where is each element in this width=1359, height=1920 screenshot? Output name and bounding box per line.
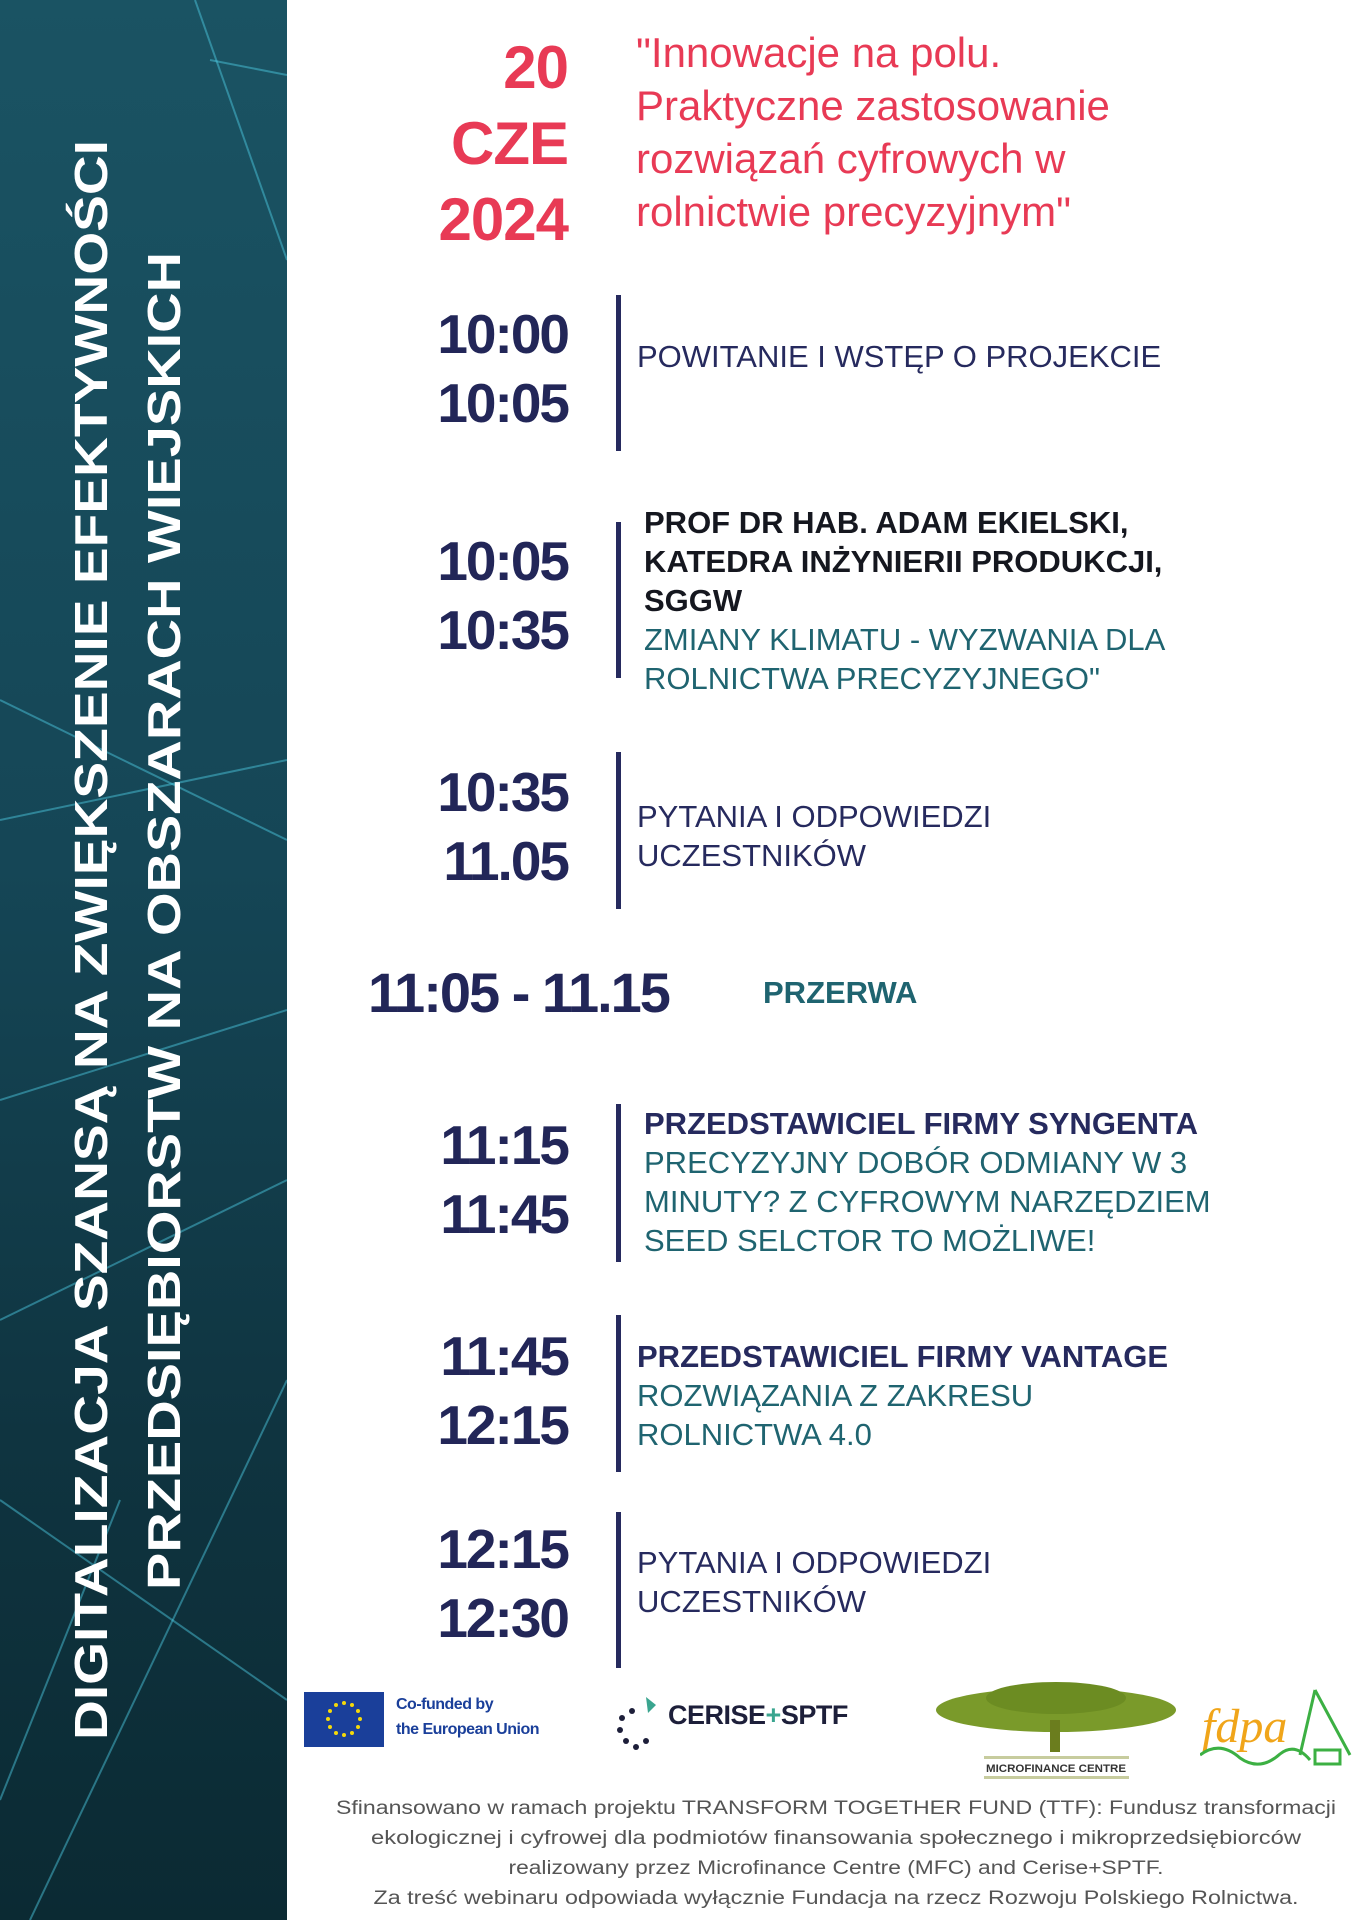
eu-text-line: the European Union [396,1721,539,1738]
cerise-text: CERISE [668,1700,766,1730]
eu-text-line: Co-funded by [396,1696,494,1713]
agenda-topic [637,1337,1337,1454]
date-year: 2024 [438,186,568,253]
time-range [437,758,568,896]
topic-line: POWITANIE I WSTĘP O PROJEKCIE [637,339,1162,374]
speaker-line: PROF DR HAB. ADAM EKIELSKI, [644,505,1129,540]
time-range [440,1111,568,1249]
mfc-text: MICROFINANCE CENTRE [986,1763,1126,1775]
sptf-text: SPTF [780,1700,848,1730]
plus-sign: + [765,1700,781,1730]
footer-line: realizowany przez Microfinance Centre (MFC) and Cerise+SPTF. [508,1858,1164,1879]
start-time: 11:15 [440,1114,568,1176]
speaker-line: PRZEDSTAWICIEL FIRMY VANTAGE [637,1339,1169,1374]
date-day: 20 [503,34,568,101]
cerise-sptf-wordmark [668,1700,848,1731]
start-time: 10:35 [437,761,568,823]
break-time: 11:05 - 11.15 [368,961,669,1024]
title-line: rolnictwie precyzyjnym" [636,188,1072,235]
agenda-topic [637,1543,1337,1621]
footer-line: Za treść webinaru odpowiada wyłącznie Fundacja na rzecz Rozwoju Polskiego Rolnictwa. [373,1888,1299,1909]
topic-line: ROLNICTWA 4.0 [637,1417,872,1452]
fdpa-logo-icon [1200,1680,1355,1775]
network-lines-decoration [0,0,287,1920]
time-range [437,1322,568,1460]
divider-bar [616,522,621,678]
end-time: 12:15 [437,1394,568,1456]
divider-bar [616,752,621,909]
topic-line: PYTANIA I ODPOWIEDZI [637,1545,992,1580]
start-time: 10:05 [437,530,568,592]
fdpa-text: fdpa [1202,1700,1288,1753]
event-date [439,30,568,258]
start-time: 11:45 [440,1325,568,1387]
footer-line: ekologicznej i cyfrowej dla podmiotów finansowania społecznego i mikroprzedsiębiorców [371,1828,1302,1849]
topic-line: UCZESTNIKÓW [637,838,867,873]
speaker-line: PRZEDSTAWICIEL FIRMY SYNGENTA [644,1106,1199,1141]
topic-line: ROLNICTWA PRECYZYJNEGO" [644,661,1100,696]
topic-line: ROZWIĄZANIA Z ZAKRESU [637,1378,1034,1413]
divider-bar [616,1512,621,1668]
title-line: Praktyczne zastosowanie [636,82,1110,129]
agenda-topic [637,337,1337,376]
topic-line: UCZESTNIKÓW [637,1584,867,1619]
divider-bar [616,1315,621,1472]
tree-icon [934,1680,1179,1780]
start-time: 12:15 [437,1518,568,1580]
end-time: 11.05 [443,830,568,892]
speaker-line: KATEDRA INŻYNIERII PRODUKCJI, [644,544,1163,579]
end-time: 11:45 [440,1183,568,1245]
time-range [437,527,568,665]
topic-line: PYTANIA I ODPOWIEDZI [637,799,992,834]
title-line: "Innowacje na polu. [636,29,1002,76]
time-range [437,1515,568,1653]
agenda-topic [644,503,1344,698]
topic-line: SEED SELCTOR TO MOŻLIWE! [644,1223,1096,1258]
title-line: rozwiązań cyfrowych w [636,135,1066,182]
end-time: 12:30 [437,1587,568,1649]
break-label: PRZERWA [763,975,918,1010]
eu-cofunded-text [396,1692,539,1742]
end-time: 10:35 [437,599,568,661]
cerise-burst-icon [612,1693,662,1753]
event-title [636,26,1336,238]
start-time: 10:00 [437,303,568,365]
topic-line: PRECYZYJNY DOBÓR ODMIANY W 3 [644,1145,1188,1180]
date-month: CZE [451,110,568,177]
eu-flag-icon [304,1692,384,1747]
agenda-topic [644,1104,1354,1260]
footer-line: Sfinansowano w ramach projektu TRANSFORM TOGETHER FUND (TTF): Fundusz transformacji [336,1798,1336,1819]
agenda-topic [637,797,1337,875]
end-time: 10:05 [437,372,568,434]
divider-bar [616,1104,621,1262]
sidebar-title-line2: PRZEDSIĘBIORSTW NA OBSZARACH WIEJSKICH [138,490,190,1590]
divider-bar [616,295,621,451]
topic-line: ZMIANY KLIMATU - WYZWANIA DLA [644,622,1166,657]
sidebar-title-line1: DIGITALIZACJA SZANSĄ NA ZWIĘKSZENIE EFEKTYWNOŚCI [65,405,117,1740]
speaker-line: SGGW [644,583,743,618]
time-range [437,300,568,438]
sidebar-banner [0,0,287,1920]
topic-line: MINUTY? Z CYFROWYM NARZĘDZIEM [644,1184,1211,1219]
